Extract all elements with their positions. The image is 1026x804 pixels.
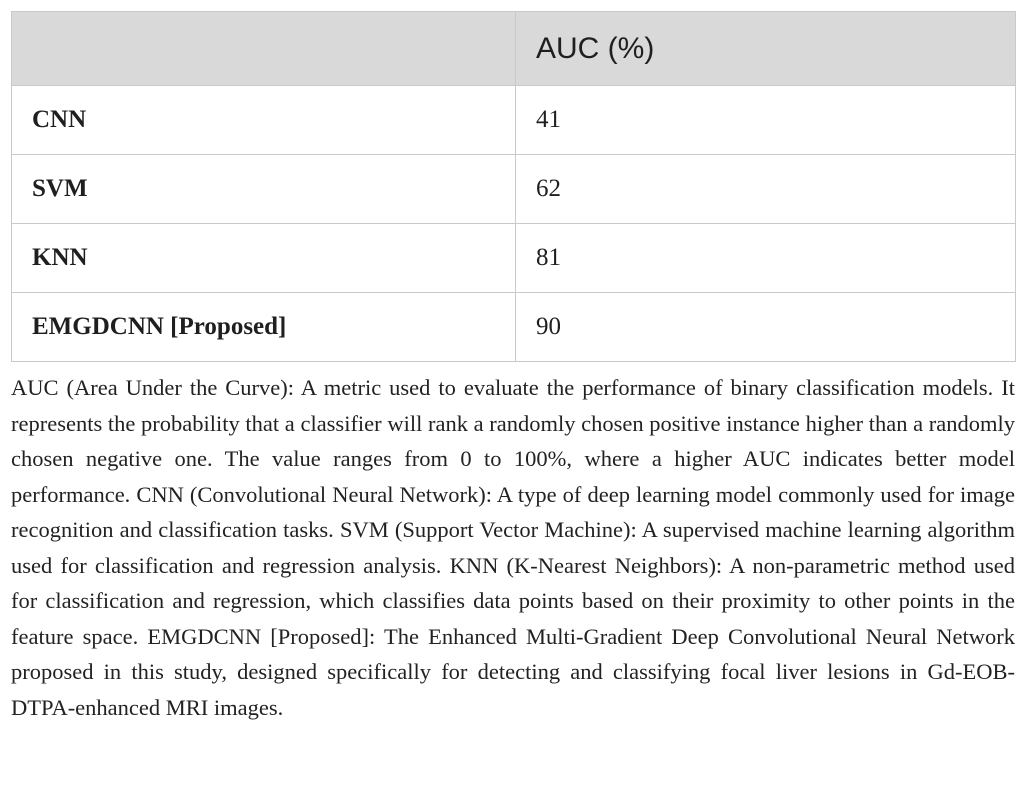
- table-row: [12, 155, 1016, 224]
- model-name-cell: SVM: [12, 155, 516, 224]
- table-header-row: [12, 12, 1016, 86]
- model-name-cell: KNN: [12, 224, 516, 293]
- results-table-container: [11, 11, 1015, 362]
- header-auc: AUC (%): [516, 12, 1016, 86]
- table-footnote: AUC (Area Under the Curve): A metric used to evaluate the performance of binary classification models. It represents the probability that a classifier will rank a randomly chosen positive instance higher than a randomly chosen negative one. The value ranges from 0 to 100%, where a higher AUC indicates better model performance. CNN (Convolutional Neural Network): A type of deep learning model commonly used for image recognition and classification tasks. SVM (Support Vector Machine): A supervised machine learning algorithm used for classification and regression analysis. KNN (K-Nearest Neighbors): A non-parametric method used for classification and regression, which classifies data points based on their proximity to other points in the feature space. EMGDCNN [Proposed]: The Enhanced Multi-Gradient Deep Convolutional Neural Network proposed in this study, designed specifically for detecting and classifying focal liver lesions in Gd-EOB-DTPA-enhanced MRI images.: [11, 375, 1015, 720]
- header-model: [12, 12, 516, 86]
- table-row: [12, 293, 1016, 362]
- table-row: [12, 224, 1016, 293]
- auc-value-cell: 41: [516, 86, 1016, 155]
- auc-results-table: [11, 11, 1016, 362]
- model-name-cell: EMGDCNN [Proposed]: [12, 293, 516, 362]
- table-row: [12, 86, 1016, 155]
- auc-value-cell: 90: [516, 293, 1016, 362]
- model-name-cell: CNN: [12, 86, 516, 155]
- auc-value-cell: 81: [516, 224, 1016, 293]
- auc-value-cell: 62: [516, 155, 1016, 224]
